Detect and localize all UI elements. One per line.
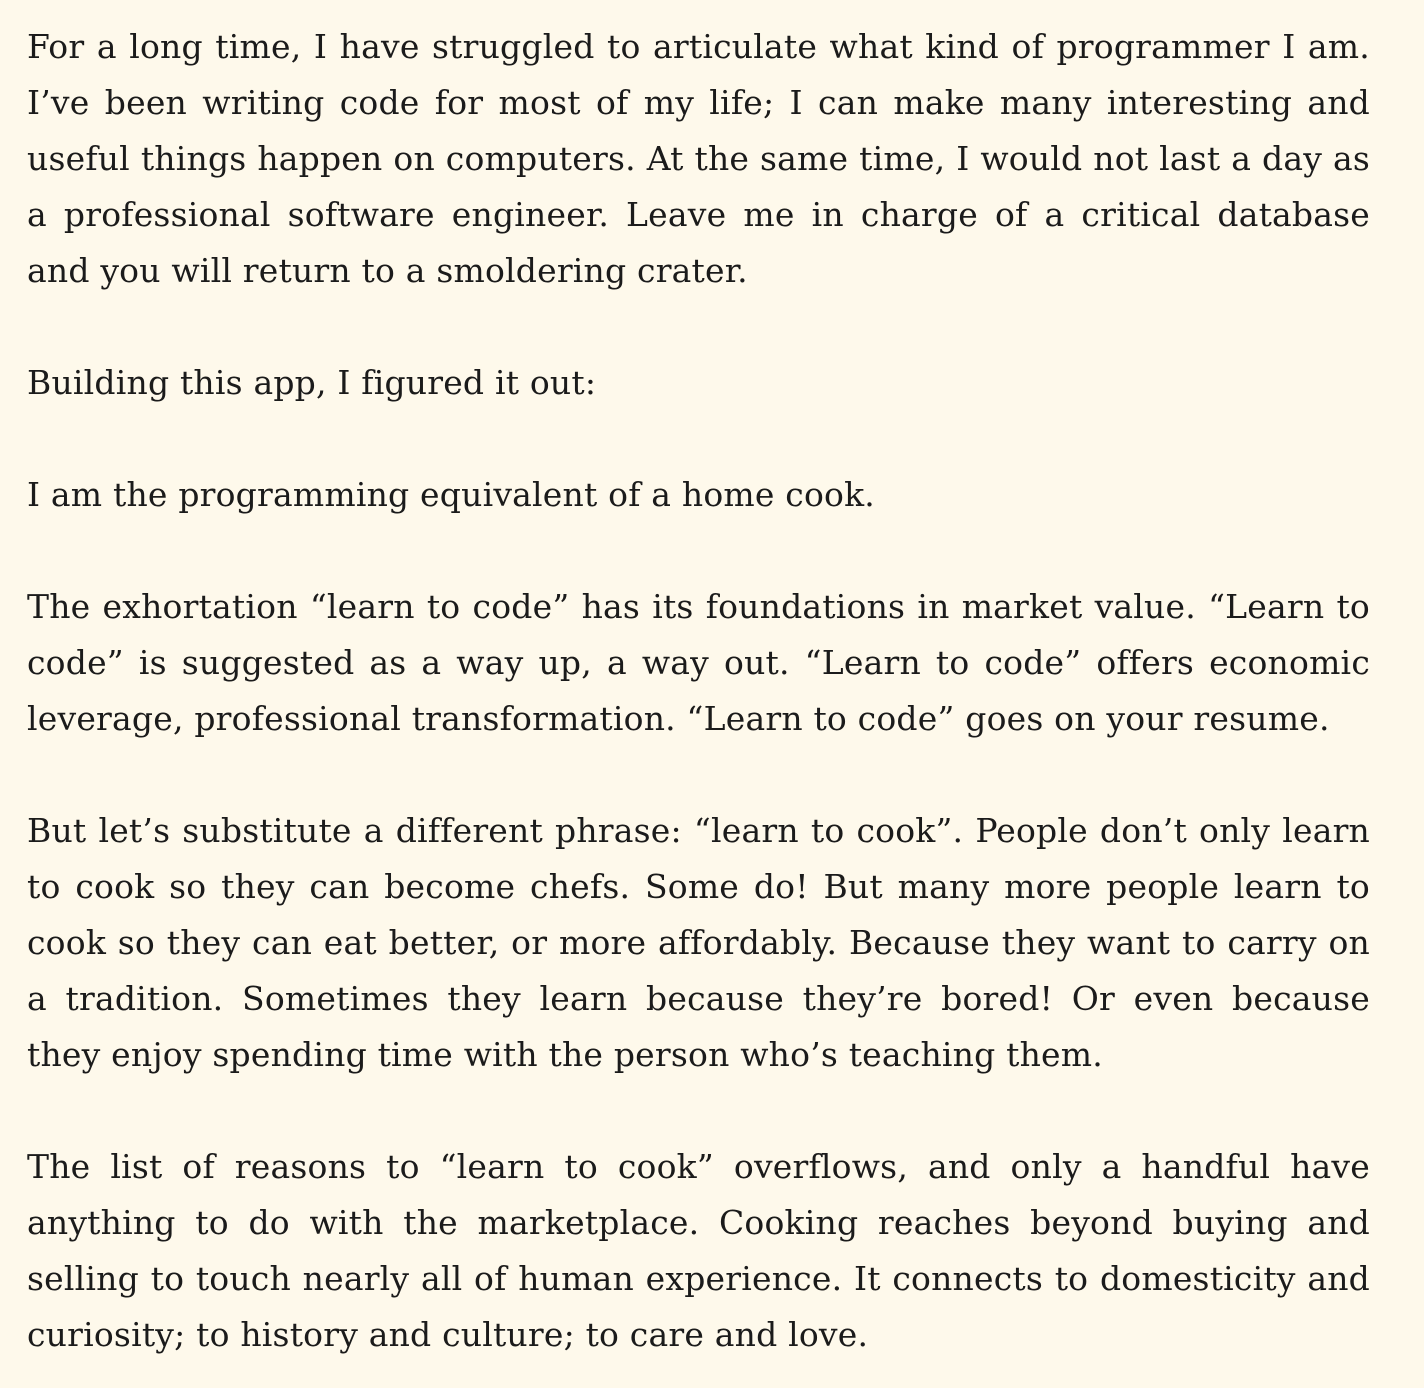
paragraph-reasons: The list of reasons to “learn to cook” overflows, and only a handful have anything to do with the marketplace. Cooking reaches beyond buying and selling to touch nearly all of human experience. It connects to domesticity and curiosity; to history and culture; to care and love. bbox=[27, 1147, 1370, 1354]
paragraph-learn-to-cook: But let’s substitute a different phrase: “learn to cook”. People don’t only learn to cook so they can become chefs. Some do! But many more people learn to cook so they can eat better, or more affordably. Because they want to carry on a tradition. Sometimes they learn because they’re bored! Or even because they enjoy spending time with the person who’s teaching them. bbox=[27, 811, 1370, 1074]
paragraph-intro: For a long time, I have struggled to articulate what kind of programmer I am. I’ve been writing code for most of my life; I can make many interesting and useful things happen on computers. At the same time, I would not last a day as a professional software engineer. Leave me in charge of a critical database and you will return to a smoldering crater. bbox=[27, 27, 1370, 290]
paragraph-home-cook: I am the programming equivalent of a home cook. bbox=[27, 475, 875, 514]
paragraph-learn-to-code: The exhortation “learn to code” has its foundations in market value. “Learn to code” is suggested as a way up, a way out. “Learn to code” offers economic leverage, professional transformation. “Learn to code” goes on your resume. bbox=[27, 587, 1370, 738]
paragraph-realization: Building this app, I figured it out: bbox=[27, 363, 597, 402]
article-body bbox=[27, 19, 1370, 1363]
